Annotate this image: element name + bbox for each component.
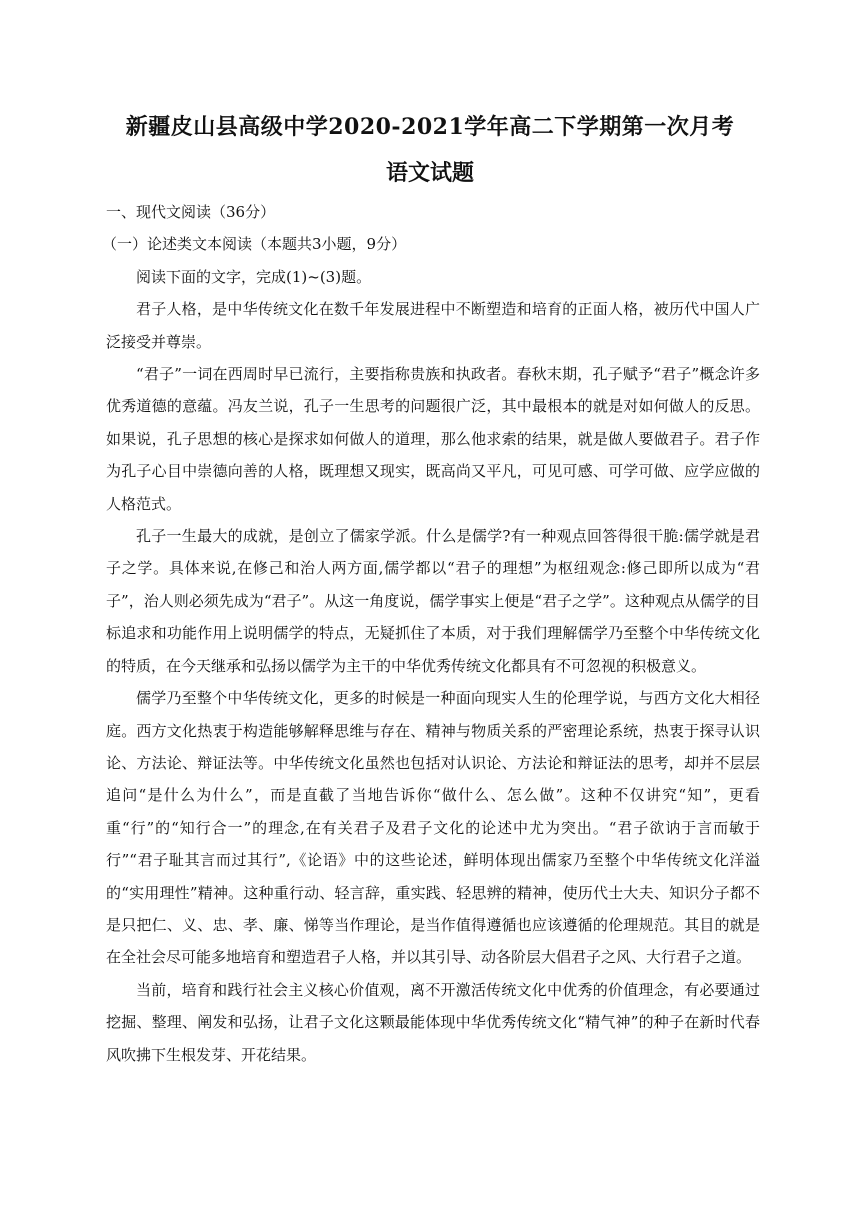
subsection-heading: （一）论述类文本阅读（本题共3小题，9分） — [102, 235, 407, 254]
paragraph: 儒学乃至整个中华传统文化，更多的时候是一种面向现实人生的伦理学说，与西方文化大相径庭。西方文化热衷于构造能够解释思维与存在、精神与物质关系的严密理论系统，热衷于探寻认识论、方法论、辩证法等。中华传统文化虽然也包括对认识论、方法论和辩证法的思考，却并不层层追问“是什么为什么”，而是直截了当地告诉你“做什么、怎么做”。这种不仅讲究“知”，更看重“行”的“知行合一”的理念,在有关君子及君子文化的论述中尤为突出。“君子欲讷于言而敏于行”“君子耻其言而过其行”,《论语》中的这些论述，鲜明体现出儒家乃至整个中华传统文化洋溢的“实用理性”精神。这种重行动、轻言辞，重实践、轻思辨的精神，使历代士大夫、知识分子都不是只把仁、义、忠、孝、廉、悌等当作理论，是当作值得遵循也应该遵循的伦理规范。其目的就是在全社会尽可能多地培育和塑造君子人格，并以其引导、动各阶层大倡君子之风、大行君子之道。 — [106, 689, 760, 967]
section-heading: 一、现代文阅读（36分） — [106, 203, 276, 221]
paragraph: 君子人格，是中华传统文化在数千年发展进程中不断塑造和培育的正面人格，被历代中国人广泛接受并尊崇。 — [106, 300, 760, 351]
document-subtitle: 语文试题 — [385, 160, 474, 186]
paragraph: 当前，培育和践行社会主义核心价值观，离不开激活传统文化中优秀的价值理念，有必要通过挖掘、整理、阐发和弘扬，让君子文化这颗最能体现中华优秀传统文化“精气神”的种子在新时代春风吹拂下生根发芽、开花结果。 — [106, 980, 760, 1064]
document-title: 新疆皮山县高级中学2020-2021学年高二下学期第一次月考 — [125, 114, 735, 140]
document-body — [102, 196, 760, 1071]
paragraph-instruction: 阅读下面的文字，完成(1)~(3)题。 — [136, 267, 372, 286]
paragraph: “君子”一词在西周时早已流行，主要指称贵族和执政者。春秋末期，孔子赋予“君子”概念许多优秀道德的意蕴。冯友兰说，孔子一生思考的问题很广泛，其中最根本的就是对如何做人的反思。如果说，孔子思想的核心是探求如何做人的道理，那么他求索的结果，就是做人要做君子。君子作为孔子心目中崇德向善的人格，既理想又现实，既高尚又平凡，可见可感、可学可做、应学应做的人格范式。 — [106, 365, 760, 513]
paragraph: 孔子一生最大的成就，是创立了儒家学派。什么是儒学?有一种观点回答得很干脆:儒学就是君子之学。具体来说,在修己和治人两方面,儒学都以“君子的理想”为枢纽观念:修己即所以成为“君子”，治人则必须先成为“君子”。从这一角度说，儒学事实上便是“君子之学”。这种观点从儒学的目标追求和功能作用上说明儒学的特点，无疑抓住了本质，对于我们理解儒学乃至整个中华传统文化的特质，在今天继承和弘扬以儒学为主干的中华优秀传统文化都具有不可忽视的积极意义。 — [106, 527, 760, 675]
